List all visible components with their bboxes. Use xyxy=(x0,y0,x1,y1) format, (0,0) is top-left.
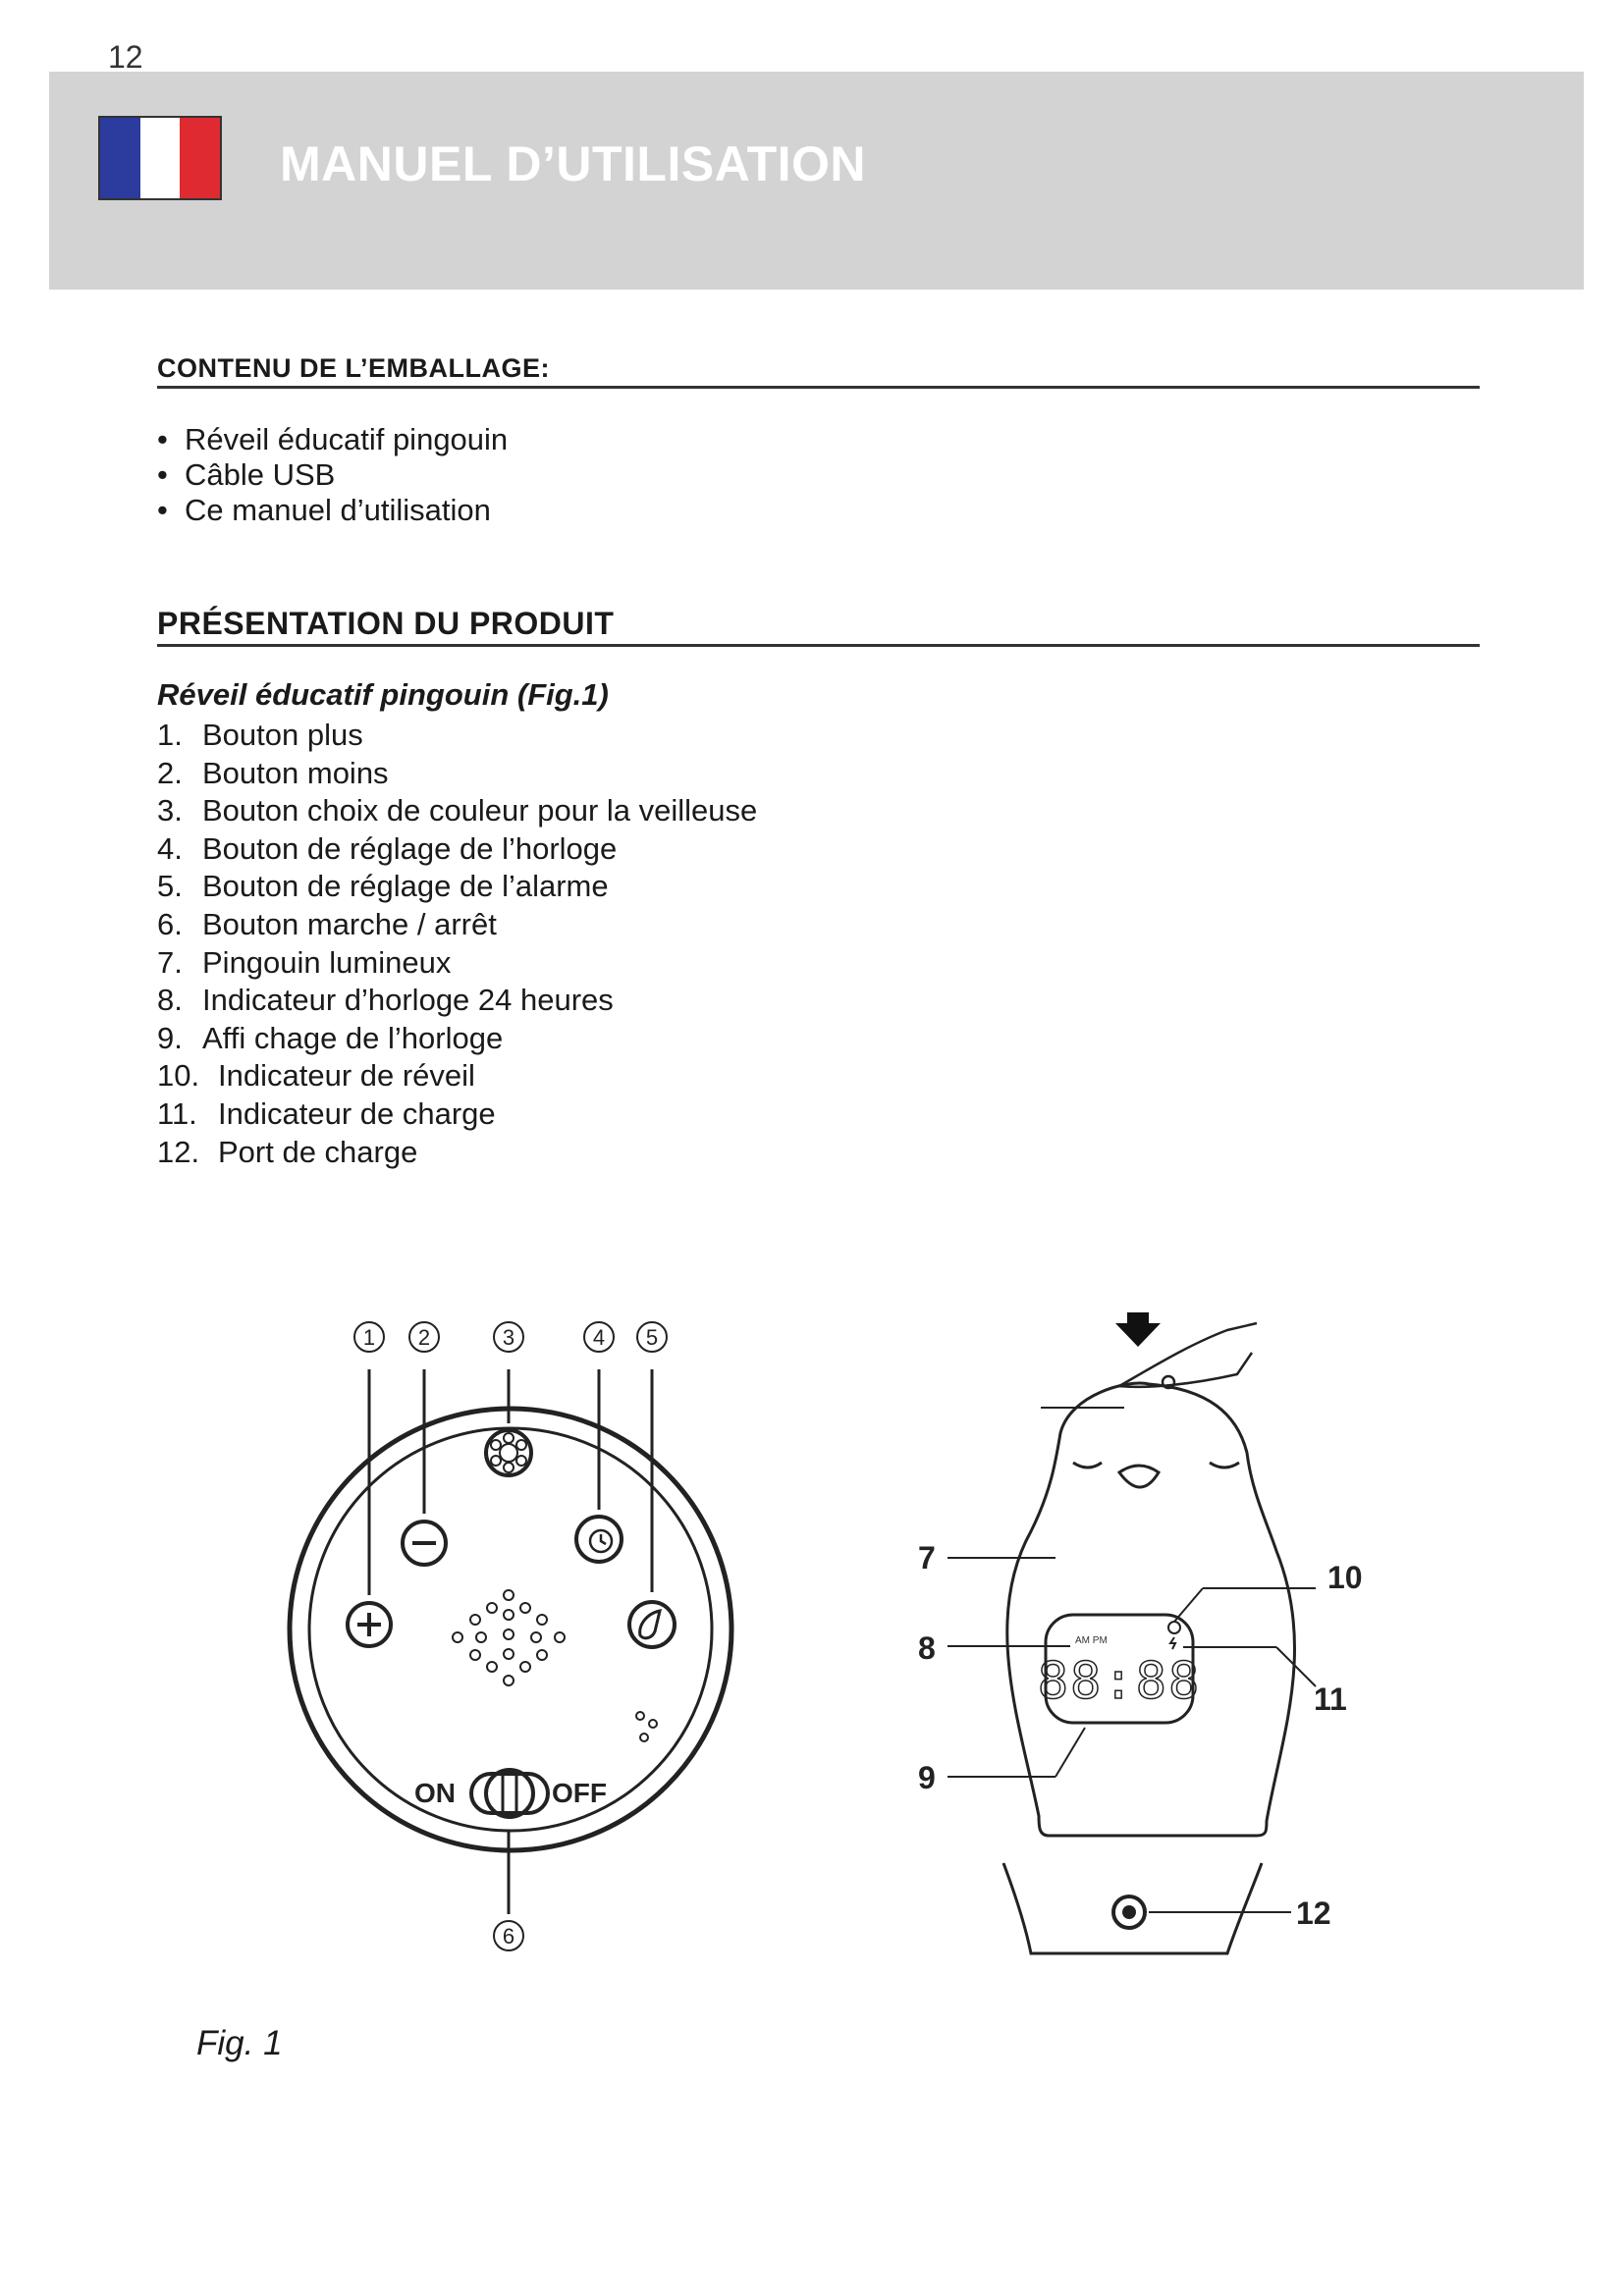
callout-8-label: 8 xyxy=(918,1630,936,1666)
clock-digits: 88:88 xyxy=(1037,1652,1202,1711)
part-label: Bouton de réglage de l’alarme xyxy=(202,869,609,904)
figure-caption: Réveil éducatif pingouin (Fig.1) xyxy=(157,677,609,712)
callout-2-label: 2 xyxy=(417,1325,431,1350)
speaker-grille xyxy=(453,1590,657,1741)
part-number: 4. xyxy=(157,830,183,866)
callout-12-label: 12 xyxy=(1296,1896,1331,1931)
callout-6-label: 6 xyxy=(502,1924,515,1949)
callout-line-9 xyxy=(1056,1728,1085,1777)
device-top-view xyxy=(290,1322,731,1950)
part-number: 11. xyxy=(157,1095,197,1131)
list-item: • Câble USB xyxy=(157,457,508,493)
am-pm-indicator: AM PM xyxy=(1075,1635,1108,1646)
clock-button-icon xyxy=(576,1517,622,1562)
beak xyxy=(1119,1466,1159,1487)
presentation-heading: PRÉSENTATION DU PRODUIT xyxy=(157,606,1480,647)
alarm-indicator xyxy=(1168,1622,1180,1633)
part-label: Affi chage de l’horloge xyxy=(202,1020,504,1055)
charge-indicator-icon xyxy=(1170,1637,1175,1649)
part-number: 9. xyxy=(157,1020,183,1055)
color-button-icon xyxy=(486,1430,531,1475)
part-label: Port de charge xyxy=(218,1134,418,1169)
part-number: 1. xyxy=(157,718,183,752)
callout-6 xyxy=(494,1921,523,1950)
part-number: 7. xyxy=(157,944,183,980)
part-label: Bouton choix de couleur pour la veilleuse xyxy=(202,793,758,828)
callout-4 xyxy=(584,1322,614,1352)
plus-button-icon xyxy=(348,1603,391,1646)
callout-7-label: 7 xyxy=(918,1540,936,1575)
alarm-button-icon xyxy=(629,1602,675,1647)
part-label: Bouton marche / arrêt xyxy=(202,906,497,941)
callout-3-label: 3 xyxy=(502,1325,515,1350)
part-label: Bouton plus xyxy=(202,718,363,752)
penguin-body xyxy=(1007,1383,1295,1836)
part-number: 5. xyxy=(157,869,183,904)
callout-11-label: 11 xyxy=(1314,1682,1347,1717)
part-number: 3. xyxy=(157,793,183,828)
callout-5-label: 5 xyxy=(645,1325,659,1350)
part-label: Indicateur de réveil xyxy=(218,1058,475,1094)
part-number: 6. xyxy=(157,906,183,941)
callout-1 xyxy=(354,1322,384,1352)
part-label: Indicateur d’horloge 24 heures xyxy=(202,983,614,1018)
list-item: • Ce manuel d’utilisation xyxy=(157,493,508,528)
callout-4-label: 4 xyxy=(592,1325,606,1350)
part-number: 12. xyxy=(157,1134,200,1169)
switch-on-label: ON xyxy=(414,1778,456,1808)
power-switch xyxy=(414,1770,607,1817)
penguin-side-view xyxy=(918,1312,1363,1953)
part-label: Bouton moins xyxy=(202,755,389,790)
callout-10-label: 10 xyxy=(1327,1560,1363,1595)
part-number: 8. xyxy=(157,983,183,1018)
callout-2 xyxy=(409,1322,439,1352)
left-eye xyxy=(1073,1463,1102,1468)
part-label: Indicateur de charge xyxy=(218,1095,496,1131)
part-number: 2. xyxy=(157,755,183,790)
page-title: MANUEL D’UTILISATION xyxy=(280,136,867,191)
callout-3 xyxy=(494,1322,523,1352)
list-item: • Réveil éducatif pingouin xyxy=(157,422,508,457)
page-number: 12 xyxy=(108,39,143,75)
callout-1-label: 1 xyxy=(362,1325,376,1350)
part-label: Bouton de réglage de l’horloge xyxy=(202,830,618,866)
part-number: 10. xyxy=(157,1058,200,1094)
switch-off-label: OFF xyxy=(552,1778,607,1808)
callout-9-label: 9 xyxy=(918,1760,936,1795)
minus-button-icon xyxy=(403,1522,446,1565)
callout-5 xyxy=(637,1322,667,1352)
right-eye xyxy=(1210,1463,1239,1468)
figure-label: Fig. 1 xyxy=(196,2024,283,2062)
press-arrow-icon xyxy=(1115,1312,1161,1347)
contents-heading: CONTENU DE L’EMBALLAGE: xyxy=(157,353,1480,389)
part-label: Pingouin lumineux xyxy=(202,944,452,980)
callout-line-11 xyxy=(1276,1647,1316,1686)
